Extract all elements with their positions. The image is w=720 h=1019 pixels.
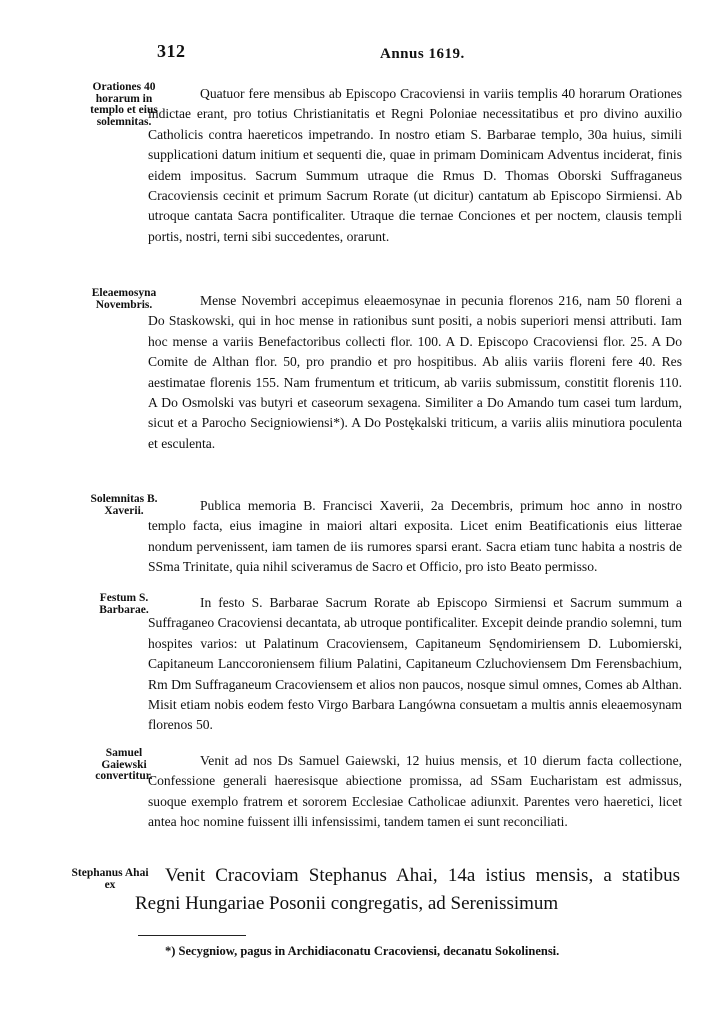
page-number: 312 <box>157 41 186 61</box>
margin-note: Solemnitas B. Xaverii. <box>90 493 158 517</box>
running-head: Annus 1619. <box>380 46 465 62</box>
footnote-rule <box>138 935 246 936</box>
margin-note: Stephanus Ahai ex <box>71 867 149 891</box>
margin-note: Orationes 40 horarum in templo et eius solemnitas. <box>90 81 158 128</box>
margin-note: Eleaemosyna Novembris. <box>91 287 157 311</box>
footnote: *) Secygniow, pagus in Archidiaconatu Cracoviensi, decanatu Sokolinensi. <box>165 944 560 958</box>
paragraph: Venit Cracoviam Stephanus Ahai, 14a istius mensis, a statibus Regni Hungariae Posonii congregatis, ad Serenissimum <box>135 865 680 914</box>
margin-note: Samuel Gaiewski convertitur. <box>95 747 153 782</box>
paragraph: In festo S. Barbarae Sacrum Rorate ab Episcopo Sirmiensi et Sacrum summum a Suffraganeo Cracoviensi decantata, ab utroque pontificaliter. Excepit deinde prandio solemni, tum hospites varios: ut Palatinum Cracoviensem, Capitaneum Sęndomiriensem D. Lubomierski, Capitaneum Lanccoroniensem filium Palatini, Capitaneum Czluchoviensem Dm Ferensbachium, Rm Dm Suffraganeum Cracoviensem et alios non paucos, nosque simul omnes, Comes ab Althan. Misit etiam nobis eodem festo Virgo Barbara Langówna consuetam a multis annis eleaemosynam florenos 50. <box>148 595 682 733</box>
margin-note: Festum S. Barbarae. <box>99 592 149 616</box>
paragraph: Venit ad nos Ds Samuel Gaiewski, 12 huius mensis, et 10 dierum facta collectione, Confessione generali haeresisque abiectione promissa, ad SSam Eucharistam est admissus, suoque exemplo fratrem et sororem Ecclesiae Catholicae adiunxit. Parentes vero haeretici, licet antea hoc nomine fuissent illi infensissimi, tandem tamen ei sunt reconciliati. <box>148 753 682 830</box>
paragraph: Mense Novembri accepimus eleaemosynae in pecunia florenos 216, nam 50 floreni a Do Staskowski, qui in hoc mense in rationibus sunt positi, a nobis superiori mensi attributi. Iam hoc mense a variis Benefactoribus collecti flor. 100. A D. Episcopo Cracoviensi flor. 25. A Do Comite de Althan flor. 50, pro prandio et pro hospitibus. Ab aliis variis floreni fere 40. Res aestimatae florenis 155. Nam frumentum et triticum, ab variis submissum, constitit florenis 110. A Do Osmolski vas butyri et caseorum sexagena. Similiter a Do Amando tum casei tum lardum, sicut et a Parocho Secigniowiensi*). A Do Postękalski triticum, a variis aliis minutiora poculenta et esculenta. <box>148 293 682 451</box>
paragraph: Publica memoria B. Francisci Xaverii, 2a Decembris, primum hoc anno in nostro templo facta, eius imagine in maiori altari exposita. Licet enim Beatificationis eius litterae nondum pervenissent, iam tamen de iis rumores sparsi erant. Sacra etiam tunc habita a nostris de SSma Trinitate, quia nihil sciveramus de Sacro et Officio, pro isto Beato permisso. <box>148 498 682 575</box>
paragraph: Quatuor fere mensibus ab Episcopo Cracoviensi in variis templis 40 horarum Orationes indictae erant, pro totius Christianitatis et Regni Poloniae necessitatibus et pro divino auxilio Catholicis contra haereticos impetrando. In nostro etiam S. Barbarae templo, 30a huius, simili supplicationi datum initium et sequenti die, quae in primam Dominicam Adventus inciderat, finis eidem impositus. Sacrum Summum utraque die Rmus D. Thomas Oborski Suffraganeus Cracoviensis cecinit et primum Sacrum Rorate (ut dicitur) cantatum ab Episcopo Sirmiensi. Ab utroque cantata Sacra pontificaliter. Utraque die ternae Conciones et per noctem, clausis templi portis, nostri, terni sibi succedentes, orarunt. <box>148 86 682 244</box>
